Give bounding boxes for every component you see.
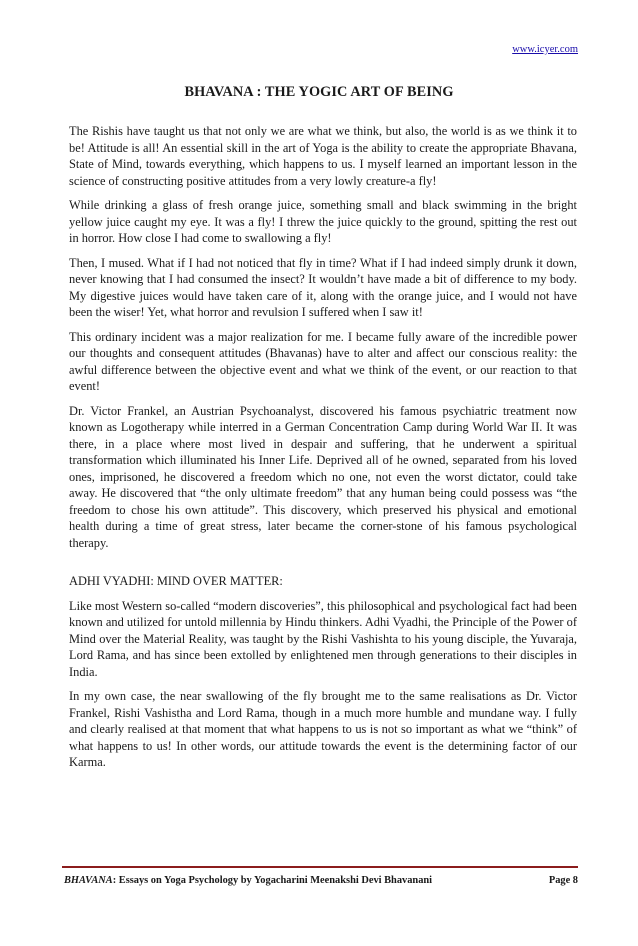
footer-book-info xyxy=(64,875,432,886)
page-title: BHAVANA : THE YOGIC ART OF BEING xyxy=(184,84,454,100)
page-number: Page 8 xyxy=(548,875,578,886)
footer-book-title: BHAVANA xyxy=(64,875,113,886)
section-heading: ADHI VYADHI: MIND OVER MATTER: xyxy=(69,574,283,588)
footer-book-subtitle: : Essays on Yoga Psychology by Yogacharini Meenakshi Devi Bhavanani xyxy=(112,875,433,886)
page-footer xyxy=(64,875,578,886)
paragraph: The Rishis have taught us that not only we are what we think, but also, the world is as we think it to be! Attitude is all! An essential skill in the art of Yoga is the ability to create the appropriate Bhavana, State of Mind, towards everything, which happens to us. I myself learned an important lesson in the science of constructing positive attitudes from a very lowly creature-a fly! xyxy=(69,124,577,188)
site-url-link[interactable]: www.icyer.com xyxy=(512,44,578,55)
paragraph: Then, I mused. What if I had not noticed that fly in time? What if I had indeed simply drunk it down, never knowing that I had consumed the insect? It wouldn’t have made a bit of difference to my body. My digestive juices would have taken care of it, along with the orange juice, and I would not have been the wiser! Yet, what horror and revulsion I suffered when I saw it! xyxy=(69,255,577,319)
article-body xyxy=(69,123,577,779)
paragraph: Like most Western so-called “modern discoveries”, this philosophical and psychological fact had been known and utilized for untold millennia by Hindu thinkers. Adhi Vyadhi, the Principle of the Power of Mind over the Material Reality, was taught by the Rishi Vashishta to his young disciple, the Yuvaraja, Lord Rama, and has since been extolled by enlightened men through generations to their disciples in India. xyxy=(69,598,577,679)
paragraph: This ordinary incident was a major realization for me. I became fully aware of the incredible power our thoughts and consequent attitudes (Bhavanas) have to alter and affect our conscious reality: the awful difference between the objective event and what we think of the event, or our reaction to that event! xyxy=(69,329,577,393)
paragraph: Dr. Victor Frankel, an Austrian Psychoanalyst, discovered his famous psychiatric treatment now known as Logotherapy while interred in a German Concentration Camp during World War II. It was there, in a place where most lived in despair and suffering, that he underwent a spiritual transformation which illuminated his Inner Life. Deprived all of he owned, separated from his loved ones, imprisoned, he discovered a freedom which no one, not even the worst dictator, could take away. He discovered that “the only ultimate freedom” that any human being could possess was “the freedom to chose his own attitude”. This discovery, which preserved his physical and emotional health during a time of great stress, later became the corner-stone of his famous psychological therapy. xyxy=(69,403,577,550)
footer-divider xyxy=(62,866,578,868)
paragraph: In my own case, the near swallowing of the fly brought me to the same realisations as Dr. Victor Frankel, Rishi Vashistha and Lord Rama, though in a much more humble and mundane way. I fully and clearly realised at that moment that what happens to us is not so important as what we “think” of what happens to us! In other words, our attitude towards the event is the determining factor of our Karma. xyxy=(69,689,577,769)
paragraph: While drinking a glass of fresh orange juice, something small and black swimming in the bright yellow juice caught my eye. It was a fly! I threw the juice quickly to the ground, spitting the rest out in horror. How close I had come to swallowing a fly! xyxy=(69,198,577,245)
